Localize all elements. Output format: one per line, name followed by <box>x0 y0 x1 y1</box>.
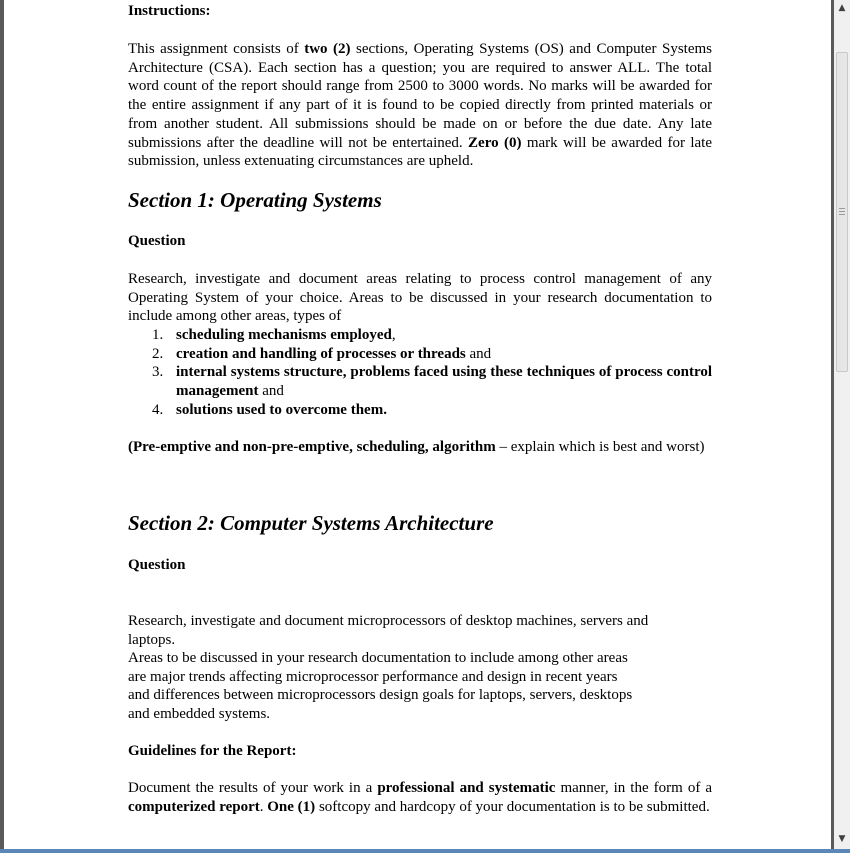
section2-line: are major trends affecting microprocessor performance and design in recent years <box>128 668 618 685</box>
section2-paragraph-1: Research, investigate and document microprocessors of desktop machines, servers and laptops. <box>128 613 649 648</box>
guidelines-text-3: . <box>259 798 268 815</box>
section1-title: Section 1: Operating Systems <box>128 188 382 212</box>
list-item-number: 2. <box>152 345 164 362</box>
list-item-bold: creation and handling of processes or threads <box>176 345 466 362</box>
list-item-number: 1. <box>152 327 164 343</box>
window-left-border <box>0 0 4 853</box>
list-item-bold: internal systems structure, problems faced using these techniques of process control management <box>176 364 712 400</box>
scroll-down-arrow-icon[interactable]: ▼ <box>838 834 846 844</box>
section2-line: and embedded systems. <box>128 706 271 723</box>
section1-intro: Research, investigate and document areas relating to process control management of any Operating System of your choice. Areas to be discussed in your research documentation to include among other areas, types of <box>128 271 712 325</box>
list-item <box>128 363 712 400</box>
guidelines-bold-2: computerized report <box>128 798 260 815</box>
section1-note-bold: (Pre-emptive and non-pre-emptive, scheduling, algorithm <box>128 439 496 455</box>
guidelines-label: Guidelines for the Report: <box>128 743 297 759</box>
scroll-up-arrow-icon[interactable]: ▲ <box>838 3 846 13</box>
list-item <box>128 401 712 420</box>
guidelines-text-4: softcopy and hardcopy of your documentation is to be submitted. <box>315 798 710 815</box>
list-item-number: 4. <box>152 401 164 418</box>
guidelines-bold-1: professional and systematic <box>377 780 556 796</box>
list-item <box>128 326 712 345</box>
list-item-rest: , <box>391 327 396 343</box>
instructions-paragraph <box>128 40 712 171</box>
list-item-rest: and <box>465 345 492 362</box>
list-item-rest: and <box>258 383 284 400</box>
section2-line: Areas to be discussed in your research documentation to include among other areas <box>128 650 628 666</box>
vertical-scrollbar[interactable] <box>834 0 850 853</box>
section1-question-label: Question <box>128 233 186 249</box>
guidelines-text-2: manner, in the form of a <box>555 780 712 796</box>
instructions-text-1: This assignment consists of <box>128 41 305 57</box>
window-bottom-border <box>0 849 850 853</box>
section1-note <box>128 438 712 457</box>
guidelines-paragraph <box>128 779 712 816</box>
scrollbar-thumb[interactable] <box>836 52 848 372</box>
grip-icon <box>839 208 845 215</box>
section1-list <box>128 326 712 420</box>
instructions-bold-1: two (2) <box>304 41 351 57</box>
instructions-text-3: mark will be awarded for late submission, unless extenuating circumstances are upheld. <box>128 134 712 170</box>
list-item-bold: solutions used to overcome them. <box>176 401 387 418</box>
list-item-bold: scheduling mechanisms employed <box>176 327 392 343</box>
instructions-label: Instructions: <box>128 3 211 19</box>
instructions-text-2: sections, Operating Systems (OS) and Computer Systems Architecture (CSA). Each section has a question; you are required to answer ALL. The total word count of the report should range from 2500 to 3000 words. No marks will be awarded for the entire assignment if any part of it is found to be copied directly from printed materials or from another student. All submissions should be made on or before the due date. Any late submissions after the deadline will not be entertained. <box>128 41 712 151</box>
section1-note-rest: – explain which is best and worst) <box>495 439 705 455</box>
list-item <box>128 345 712 364</box>
section2-line: and differences between microprocessors design goals for laptops, servers, desktops <box>128 687 633 704</box>
instructions-bold-2: Zero (0) <box>468 134 522 151</box>
section2-question-label: Question <box>128 557 186 573</box>
section2-paragraph-2 <box>128 649 712 724</box>
list-item-number: 3. <box>152 364 164 381</box>
guidelines-bold-3: One (1) <box>267 798 316 815</box>
section2-title: Section 2: Computer Systems Architecture <box>128 511 494 535</box>
guidelines-text-1: Document the results of your work in a <box>128 780 378 796</box>
